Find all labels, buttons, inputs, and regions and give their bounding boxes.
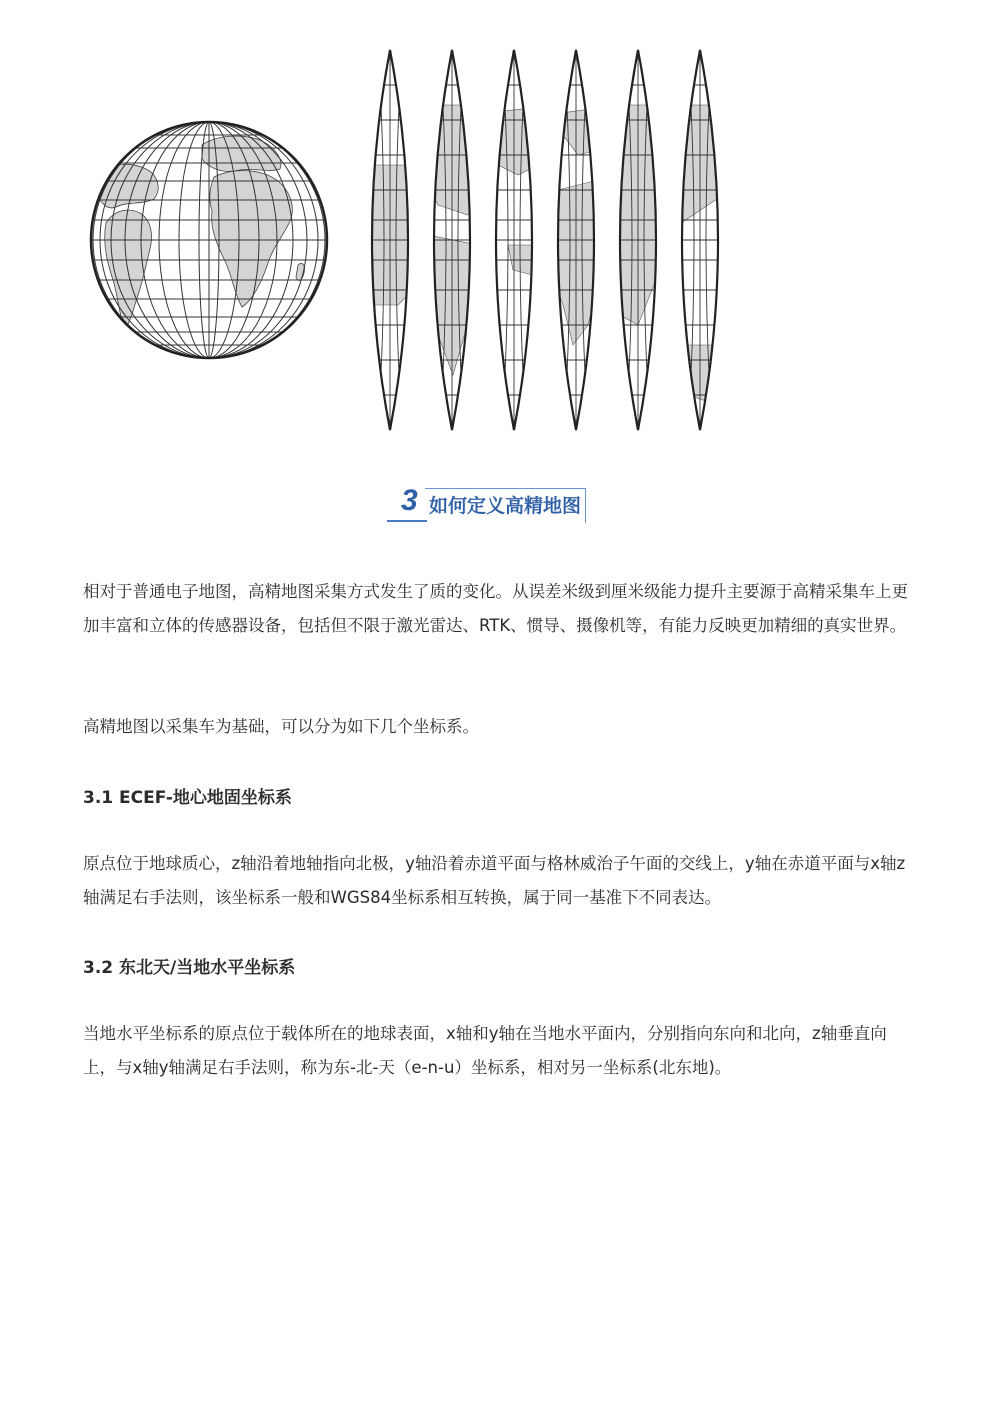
section-number-underline: [387, 520, 427, 522]
enu-paragraph: 当地水平坐标系的原点位于载体所在的地球表面，x轴和y轴在当地水平面内，分别指向东向和北向，z轴垂直向上，与x轴y轴满足右手法则，称为东-北-天（e-n-u）坐标系，相对另一坐标系(北东地)。: [83, 1024, 887, 1077]
section-title-frame: [425, 488, 586, 523]
intro-paragraph: 相对于普通电子地图，高精地图采集方式发生了质的变化。从误差米级到厘米级能力提升主要源于高精采集车上更加丰富和立体的传感器设备，包括但不限于激光雷达、RTK、惯导、摄像机等，有能力反映更加精细的真实世界。: [83, 582, 908, 635]
ecef-paragraph: 原点位于地球质心，z轴沿着地轴指向北极，y轴沿着赤道平面与格林威治子午面的交线上，y轴在赤道平面与x轴z轴满足右手法则，该坐标系一般和WGS84坐标系相互转换，属于同一基准下不同表达。: [83, 854, 906, 907]
subsection-heading-enu: 3.2 东北天/当地水平坐标系: [83, 958, 296, 978]
globe-illustration: [84, 115, 334, 365]
section-number: 3: [401, 484, 418, 517]
subsection-heading-ecef: 3.1 ECEF-地心地固坐标系: [83, 788, 292, 808]
map-gores-illustration: [358, 45, 738, 435]
section-title: 如何定义高精地图: [429, 495, 582, 517]
globe-and-gores-figure: [80, 40, 740, 435]
coordinate-systems-paragraph: 高精地图以采集车为基础，可以分为如下几个坐标系。: [83, 717, 479, 736]
